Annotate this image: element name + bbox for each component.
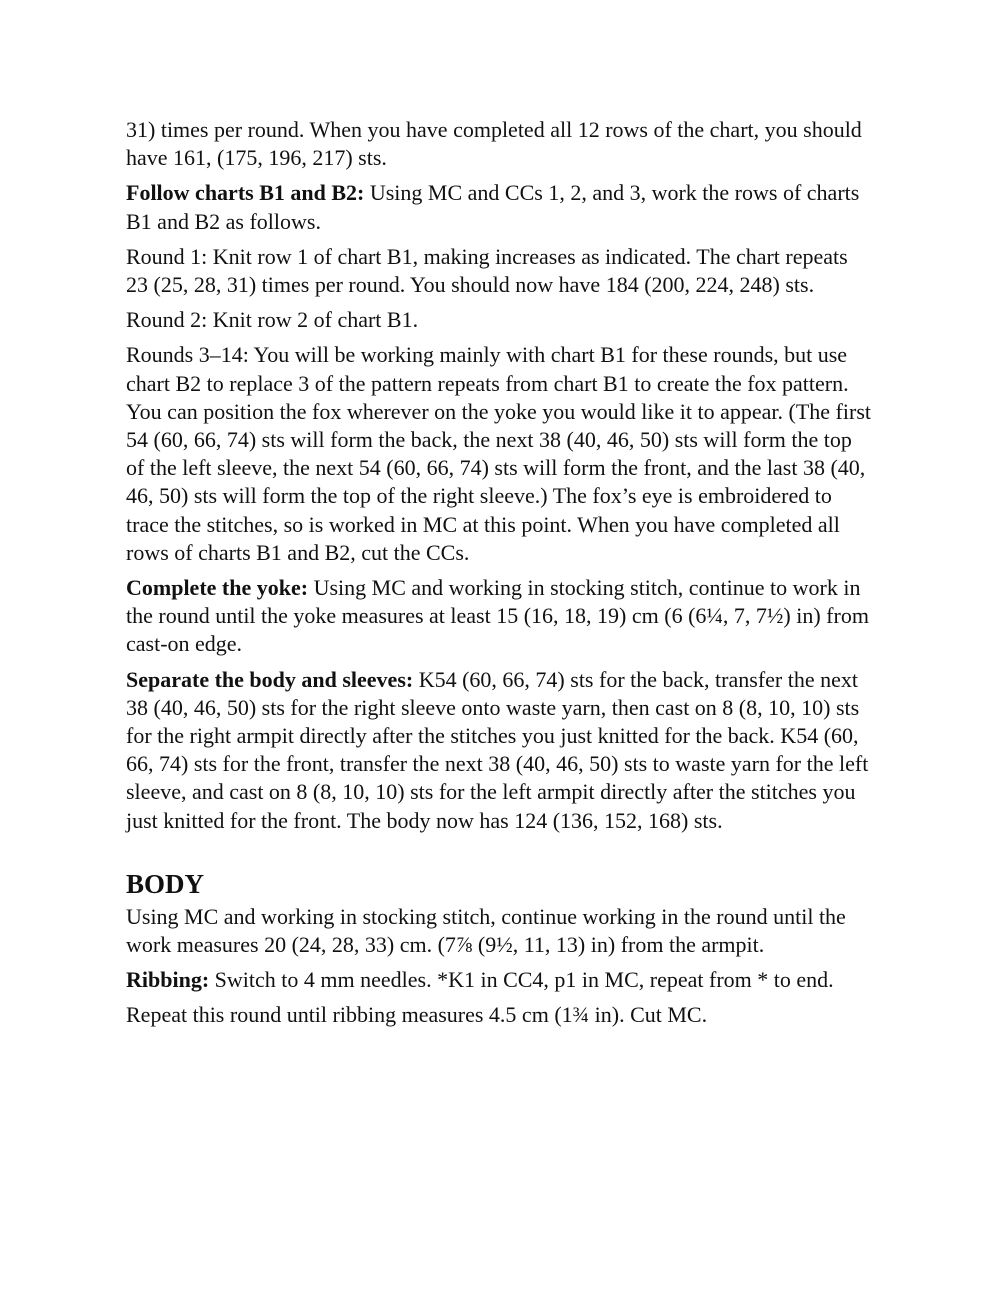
paragraph-ribbing: [126, 966, 874, 994]
paragraph-rounds-3-14: [126, 341, 874, 567]
paragraph-text: 31) times per round. When you have completed all 12 rows of the chart, you should have 161, (175, 196, 217) sts.: [126, 117, 862, 171]
paragraph-lead: Separate the body and sleeves:: [126, 666, 414, 692]
paragraph-body-stocking: [126, 903, 874, 959]
paragraph-text: Using MC and CCs 1, 2, and 3, work the rows of charts B1 and B2 as follows.: [126, 180, 860, 234]
paragraph-chart-a-end: [126, 116, 874, 172]
paragraph-round-1: [126, 243, 874, 299]
paragraph-text: Round 1: Knit row 1 of chart B1, making increases as indicated. The chart repeats 23 (25, 28, 31) times per round. You should now have 184 (200, 224, 248) sts.: [126, 243, 848, 298]
paragraph-round-2: [126, 306, 874, 334]
section-heading-body: BODY: [126, 868, 205, 899]
paragraph-follow-charts: [126, 179, 874, 235]
paragraph-lead: Follow charts B1 and B2:: [126, 180, 365, 206]
paragraph-text: Rounds 3–14: You will be working mainly with chart B1 for these rounds, but use chart B2 to replace 3 of the pattern repeats from chart B1 to create the fox pattern. You can position the fox wherever on the yoke you would like it to appear. (The first 54 (60, 66, 74) sts will form the back, the next 38 (40, 46, 50) sts will form the top of the left sleeve, the next 54 (60, 66, 74) sts will form the front, and the last 38 (40, 46, 50) sts will form the top of the right sleeve.) The fox’s eye is embroidered to trace the stitches, so is worked in MC at this point. When you have completed all rows of charts B1 and B2, cut the CCs.: [126, 342, 871, 565]
document-page: [126, 116, 874, 1037]
paragraph-text: Switch to 4 mm needles. *K1 in CC4, p1 in MC, repeat from * to end.: [209, 967, 834, 993]
paragraph-separate-body: [126, 666, 874, 835]
paragraph-text: Using MC and working in stocking stitch, continue to work in the round until the yoke measures at least 15 (16, 18, 19) cm (6 (6¼, 7, 7½) in) from cast-on edge.: [126, 575, 869, 657]
paragraph-complete-yoke: [126, 574, 874, 659]
paragraph-text: Round 2: Knit row 2 of chart B1.: [126, 307, 419, 333]
paragraph-lead: Complete the yoke:: [126, 575, 309, 601]
paragraph-repeat-round: [126, 1001, 874, 1029]
paragraph-text: Repeat this round until ribbing measures 4.5 cm (1¾ in). Cut MC.: [126, 1002, 708, 1028]
paragraph-text: K54 (60, 66, 74) sts for the back, transfer the next 38 (40, 46, 50) sts for the right sleeve onto waste yarn, then cast on 8 (8, 10, 10) sts for the right armpit directly after the stitches you just knitted for the back. K54 (60, 66, 74) sts for the front, transfer the next 38 (40, 46, 50) sts to waste yarn for the left sleeve, and cast on 8 (8, 10, 10) sts for the left armpit directly after the stitches you just knitted for the front. The body now has 124 (136, 152, 168) sts.: [126, 666, 869, 833]
paragraph-text: Using MC and working in stocking stitch, continue working in the round until the work measures 20 (24, 28, 33) cm. (7⅞ (9½, 11, 13) in) from the armpit.: [126, 903, 846, 958]
paragraph-lead: Ribbing:: [126, 967, 210, 993]
